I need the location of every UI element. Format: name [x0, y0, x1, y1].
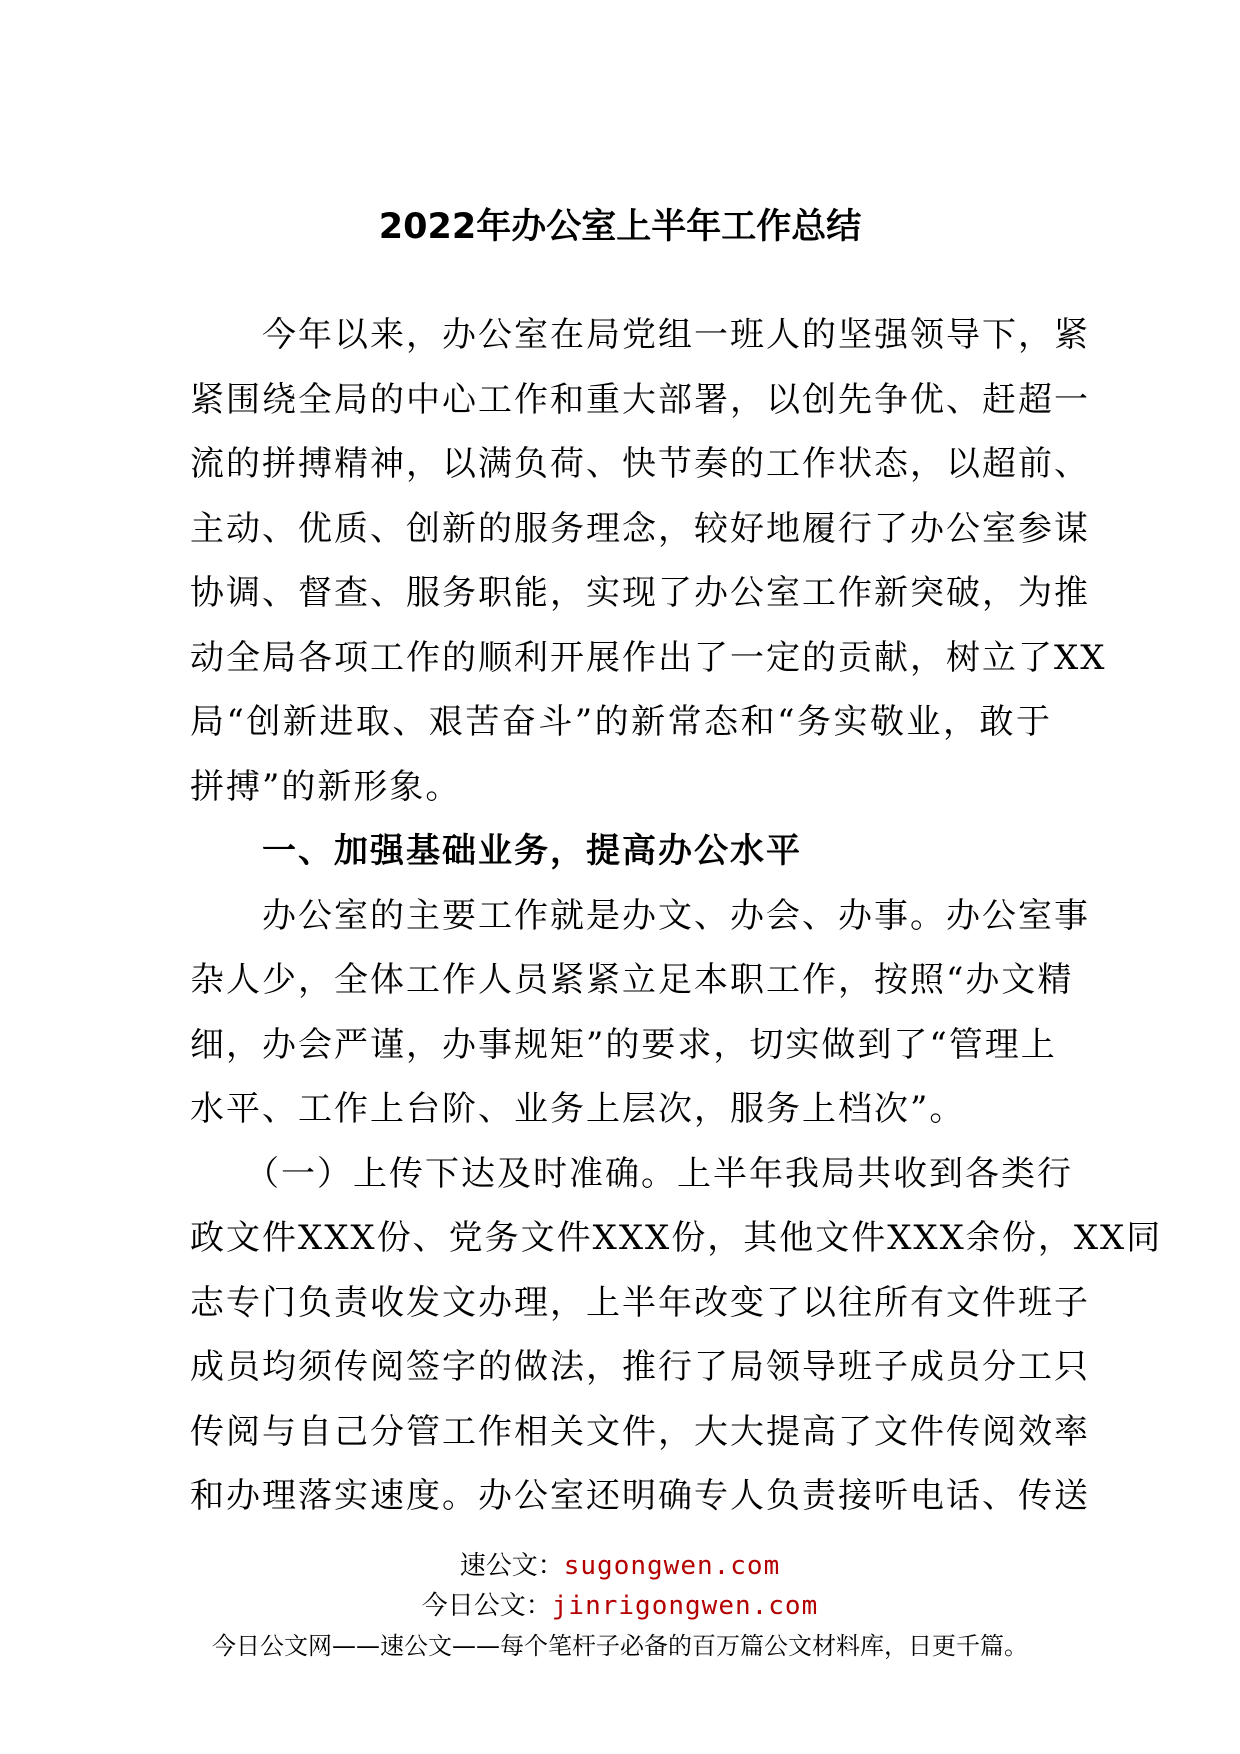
document-body	[190, 303, 1163, 1529]
body-line: 细，办会严谨，办事规矩”的要求，切实做到了“管理上	[190, 1024, 1057, 1065]
body-line: 传阅与自己分管工作相关文件，大大提高了文件传阅效率	[190, 1411, 1090, 1452]
body-line: 紧围绕全局的中心工作和重大部署，以创先争优、赶超一	[190, 379, 1090, 420]
body-line: 水平、工作上台阶、业务上层次，服务上档次”。	[190, 1089, 966, 1129]
body-line: （一）上传下达及时准确。上半年我局共收到各类行	[190, 1153, 1073, 1194]
footer-site-link[interactable]: jinrigongwen.com	[551, 1591, 819, 1621]
footer-jinrigongwen	[0, 1588, 1240, 1624]
body-line: 办公室的主要工作就是办文、办会、办事。办公室事	[190, 895, 1090, 936]
body-line: 政文件XXX份、党务文件XXX份，其他文件XXX余份，XX同	[190, 1218, 1163, 1258]
body-line: 杂人少，全体工作人员紧紧立足本职工作，按照“办文精	[190, 960, 1074, 1000]
section-heading: 一、加强基础业务，提高办公水平	[190, 831, 802, 871]
footer-site-link[interactable]: sugongwen.com	[563, 1551, 781, 1581]
document-title: 2022年办公室上半年工作总结	[378, 207, 862, 247]
body-line: 志专门负责收发文办理，上半年改变了以往所有文件班子	[190, 1282, 1090, 1323]
footer-site-label: 速公文：	[459, 1551, 564, 1581]
body-line: 主动、优质、创新的服务理念，较好地履行了办公室参谋	[190, 508, 1090, 549]
footer-site-label: 今日公文：	[421, 1591, 552, 1621]
body-line: 局“创新进取、艰苦奋斗”的新常态和“务实敬业，敢于	[190, 702, 1052, 742]
body-line: 和办理落实速度。办公室还明确专人负责接听电话、传送	[190, 1476, 1090, 1516]
body-line: 拼搏”的新形象。	[190, 766, 462, 807]
body-line: 今年以来，办公室在局党组一班人的坚强领导下，紧	[190, 315, 1090, 355]
body-line: 流的拼搏精神，以满负荷、快节奏的工作状态，以超前、	[190, 444, 1090, 484]
body-line: 动全局各项工作的顺利开展作出了一定的贡献，树立了XX	[190, 637, 1107, 678]
footer-slogan	[0, 1628, 1240, 1664]
body-line: 协调、督查、服务职能，实现了办公室工作新突破，为推	[190, 573, 1090, 613]
footer-sugongwen	[0, 1548, 1240, 1584]
footer-slogan-text: 今日公文网——速公文——每个笔杆子必备的百万篇公文材料库，日更千篇。	[212, 1632, 1028, 1660]
body-line: 成员均须传阅签字的做法，推行了局领导班子成员分工只	[190, 1347, 1090, 1387]
